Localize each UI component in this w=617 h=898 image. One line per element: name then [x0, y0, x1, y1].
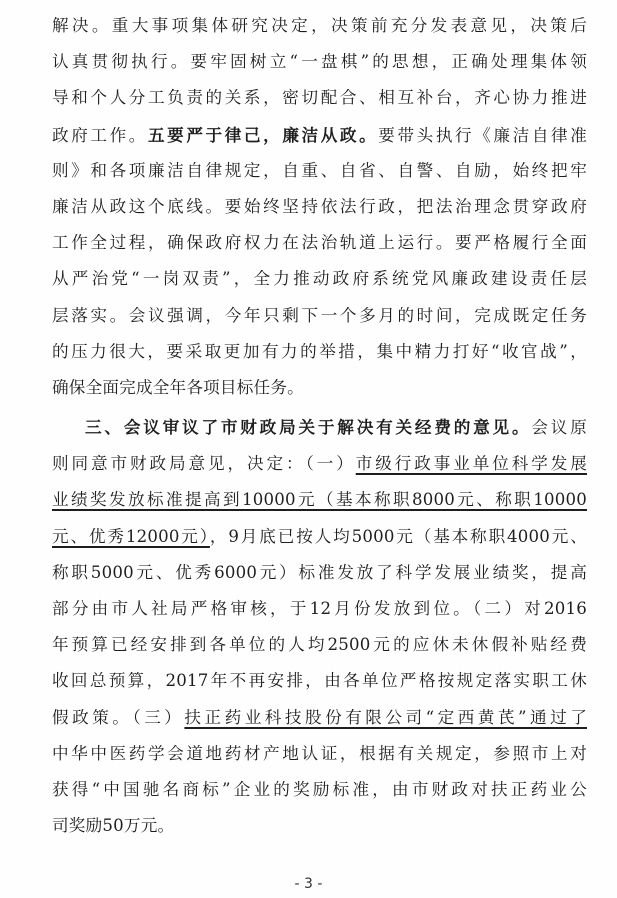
text-line: 工作全过程，确保政府权力在法治轨道上运行。要严格履行全面 — [52, 233, 587, 253]
text-line: 层落实。会议强调，今年只剩下一个多月的时间，完成既定任务 — [52, 305, 587, 325]
text-fragment: 则同意市财政局意见，决定：（一） — [52, 454, 356, 474]
text-fragment: ，9月底已按人均5000元（基本称职4000元、 — [209, 526, 587, 546]
text-line: 中华中医药学会道地药材产地认证，根据有关规定，参照市上对 — [52, 743, 587, 763]
text-line — [52, 519, 587, 555]
underlined-text: 市级行政事业单位科学发展 — [355, 454, 587, 474]
text-line: 确保全面完成全年各项目标任务。 — [52, 377, 304, 397]
text-fragment: 政府工作。 — [52, 125, 148, 145]
text-line: 廉洁从政这个底线。要始终坚持依法行政，把法治理念贯穿政府 — [52, 196, 587, 216]
text-line: 认真贯彻执行。要牢固树立“一盘棋”的思想，正确处理集体领 — [52, 52, 587, 72]
text-fragment: 假政策。（三） — [52, 707, 185, 727]
page-number: - 3 - — [294, 876, 323, 892]
text-line: 部分由市人社局严格审核，于12月份发放到位。（二）对2016 — [52, 599, 587, 618]
paragraph-discipline — [52, 8, 587, 406]
text-line: 司奖励50万元。 — [52, 816, 175, 836]
text-line — [52, 700, 587, 736]
text-line: 解决。重大事项集体研究决定，决策前充分发表意见，决策后 — [52, 16, 587, 35]
paragraph-funding — [52, 410, 587, 844]
text-line: 从严治党“一岗双责”，全力推动政府系统党风廉政建设责任层 — [52, 269, 587, 289]
text-fragment: 要带头执行《廉洁自律准 — [378, 125, 587, 145]
bold-point-five: 五要严于律己，廉洁从政。 — [147, 124, 379, 145]
text-line: 获得“中国驰名商标”企业的奖励标准，由市财政对扶正药业公 — [52, 779, 587, 799]
text-line: 导和个人分工负责的关系，密切配合、相互补台，齐心协力推进 — [52, 88, 587, 108]
underlined-text: 业绩奖发放标准提高到10000元（基本称职8000元、称职10000 — [52, 490, 587, 510]
text-line: 的压力很大，要采取更加有力的举措，集中精力打好“收官战”， — [52, 341, 587, 361]
text-line — [52, 410, 587, 446]
underlined-text: 元、优秀12000元） — [52, 526, 210, 546]
text-line: 年预算已经安排到各单位的人均2500元的应休未休假补贴经费 — [52, 635, 587, 655]
text-fragment: 会议原 — [531, 418, 587, 438]
section-heading: 三、会议审议了市财政局关于解决有关经费的意见。 — [85, 418, 532, 438]
text-line: 则》和各项廉洁自律规定，自重、自省、自警、自励，始终把牢 — [52, 160, 587, 180]
text-line: 称职5000元、优秀6000元）标准发放了科学发展业绩奖，提高 — [52, 562, 587, 582]
text-line: 收回总预算，2017年不再安排，由各单位严格按规定落实职工休 — [52, 671, 587, 691]
text-line — [52, 446, 587, 482]
underlined-text: 扶正药业科技股份有限公司“定西黄芪”通过了 — [184, 707, 587, 727]
text-line — [52, 117, 587, 153]
text-line — [52, 482, 587, 518]
